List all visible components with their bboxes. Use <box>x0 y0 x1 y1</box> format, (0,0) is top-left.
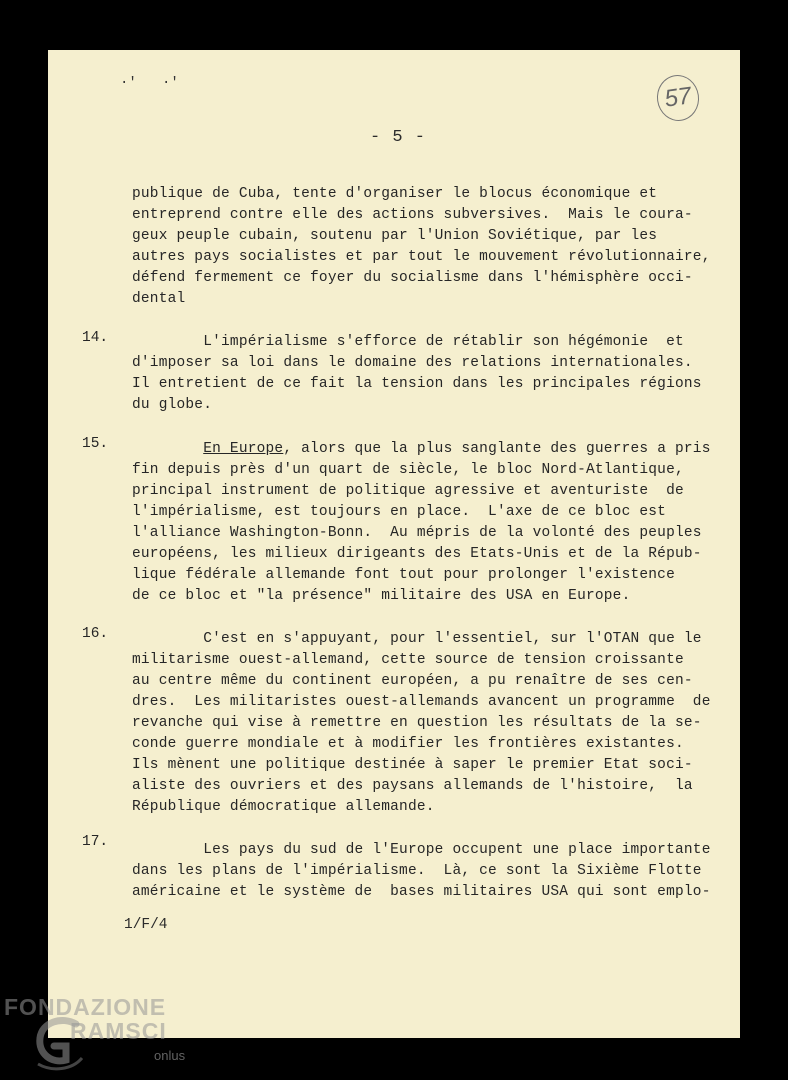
text-line: L'impérialisme s'efforce de rétablir son hégémonie et <box>132 334 684 350</box>
ink-speck: ·' <box>162 75 179 91</box>
text-line: Ils mènent une politique destinée à saper le premier Etat soci- <box>132 757 693 773</box>
text-line: du globe. <box>132 397 213 413</box>
paragraph-number: 15. <box>82 436 109 452</box>
section-heading: En Europe <box>203 441 284 457</box>
watermark-line2: RAMSCI <box>70 1018 167 1044</box>
text-line: revanche qui vise à remettre en question les résultats de la se- <box>132 715 702 731</box>
text-line: dres. Les militaristes ouest-allemands avancent un programme de <box>132 694 711 710</box>
text-line: conde guerre mondiale et à modifier les frontières existantes. <box>132 736 684 752</box>
text-line: défend fermement ce foyer du socialisme dans l'hémisphère occi- <box>132 270 693 286</box>
ink-speck: ·' <box>120 75 137 91</box>
page-number: - 5 - <box>370 128 427 147</box>
text-line: d'imposer sa loi dans le domaine des relations internationales. <box>132 355 693 371</box>
archive-page-number: 57 <box>654 72 702 123</box>
text-line: autres pays socialistes et par tout le mouvement révolutionnaire, <box>132 249 711 265</box>
text-line: l'impérialisme, est toujours en place. L'axe de ce bloc est <box>132 504 667 520</box>
text-line: européens, les milieux dirigeants des Etats-Unis et de la Répub- <box>132 546 702 562</box>
text-line: Il entretient de ce fait la tension dans les principales régions <box>132 376 702 392</box>
text-line: américaine et le système de bases militaires USA qui sont emplo- <box>132 884 711 900</box>
text-line: dans les plans de l'impérialisme. Là, ce sont la Sixième Flotte <box>132 863 702 879</box>
text-line: principal instrument de politique agressive et aventuriste de <box>132 483 684 499</box>
text-line: Les pays du sud de l'Europe occupent une place importante <box>132 842 711 858</box>
watermark-line1: FONDAZIONE <box>4 994 167 1020</box>
text-line: publique de Cuba, tente d'organiser le blocus économique et <box>132 186 658 202</box>
paragraph-number: 16. <box>82 626 109 642</box>
document-reference: 1/F/4 <box>124 917 168 933</box>
archive-watermark <box>4 994 204 1074</box>
text-line: lique fédérale allemande font tout pour prolonger l'existence <box>132 567 675 583</box>
paragraph-number: 14. <box>82 330 109 346</box>
text-line: l'alliance Washington-Bonn. Au mépris de la volonté des peuples <box>132 525 702 541</box>
text-line <box>132 441 711 457</box>
text-line: aliste des ouvriers et des paysans allemands de l'histoire, la <box>132 778 693 794</box>
text-line: de ce bloc et "la présence" militaire des USA en Europe. <box>132 588 631 604</box>
text-line: fin depuis près d'un quart de siècle, le bloc Nord-Atlantique, <box>132 462 684 478</box>
text-line: geux peuple cubain, soutenu par l'Union Soviétique, par les <box>132 228 658 244</box>
text-line: dental <box>132 291 186 307</box>
text-line: C'est en s'appuyant, pour l'essentiel, sur l'OTAN que le <box>132 631 702 647</box>
paragraph-number: 17. <box>82 834 109 850</box>
text-line: République démocratique allemande. <box>132 799 435 815</box>
text-line: au centre même du continent européen, a pu renaître de ses cen- <box>132 673 693 689</box>
watermark-onlus: onlus <box>154 1048 186 1063</box>
text-run: , alors que la plus sanglante des guerres a pris <box>283 441 711 457</box>
text-line: militarisme ouest-allemand, cette source de tension croissante <box>132 652 684 668</box>
text-line: entreprend contre elle des actions subversives. Mais le coura- <box>132 207 693 223</box>
